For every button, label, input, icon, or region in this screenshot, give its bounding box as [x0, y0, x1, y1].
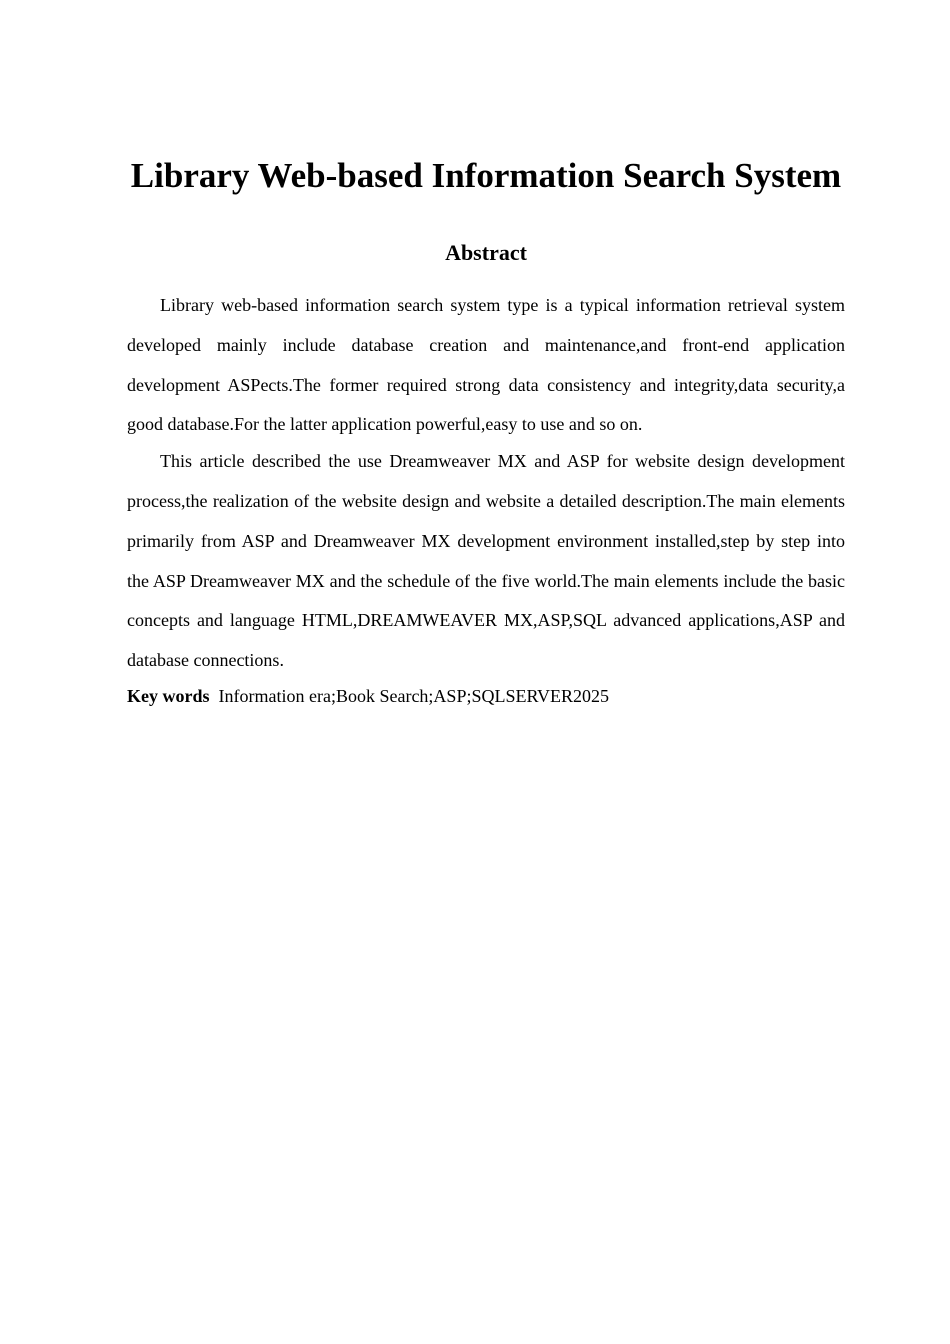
keywords-line: [127, 678, 845, 714]
keywords-label: Key words: [127, 685, 210, 706]
document-title: Library Web-based Information Search System: [130, 156, 842, 195]
abstract-body: [127, 286, 845, 714]
abstract-paragraph-1: Library web-based information search system type is a typical information retrieval system developed mainly include database creation and maintenance,and front-end application development ASPects.The former required strong data consistency and integrity,data security,a good database.For the latter application powerful,easy to use and so on.: [127, 295, 845, 435]
abstract-paragraph-2: This article described the use Dreamweaver MX and ASP for website design development process,the realization of the website design and website a detailed description.The main elements primarily from ASP and Dreamweaver MX development environment installed,step by step into the ASP Dreamweaver MX and the schedule of the five world.The main elements include the basic concepts and language HTML,DREAMWEAVER MX,ASP,SQL advanced applications,ASP and database connections.: [127, 451, 845, 671]
abstract-heading: Abstract: [445, 240, 527, 265]
keywords-value: Information era;Book Search;ASP;SQLSERVER2025: [218, 685, 610, 706]
